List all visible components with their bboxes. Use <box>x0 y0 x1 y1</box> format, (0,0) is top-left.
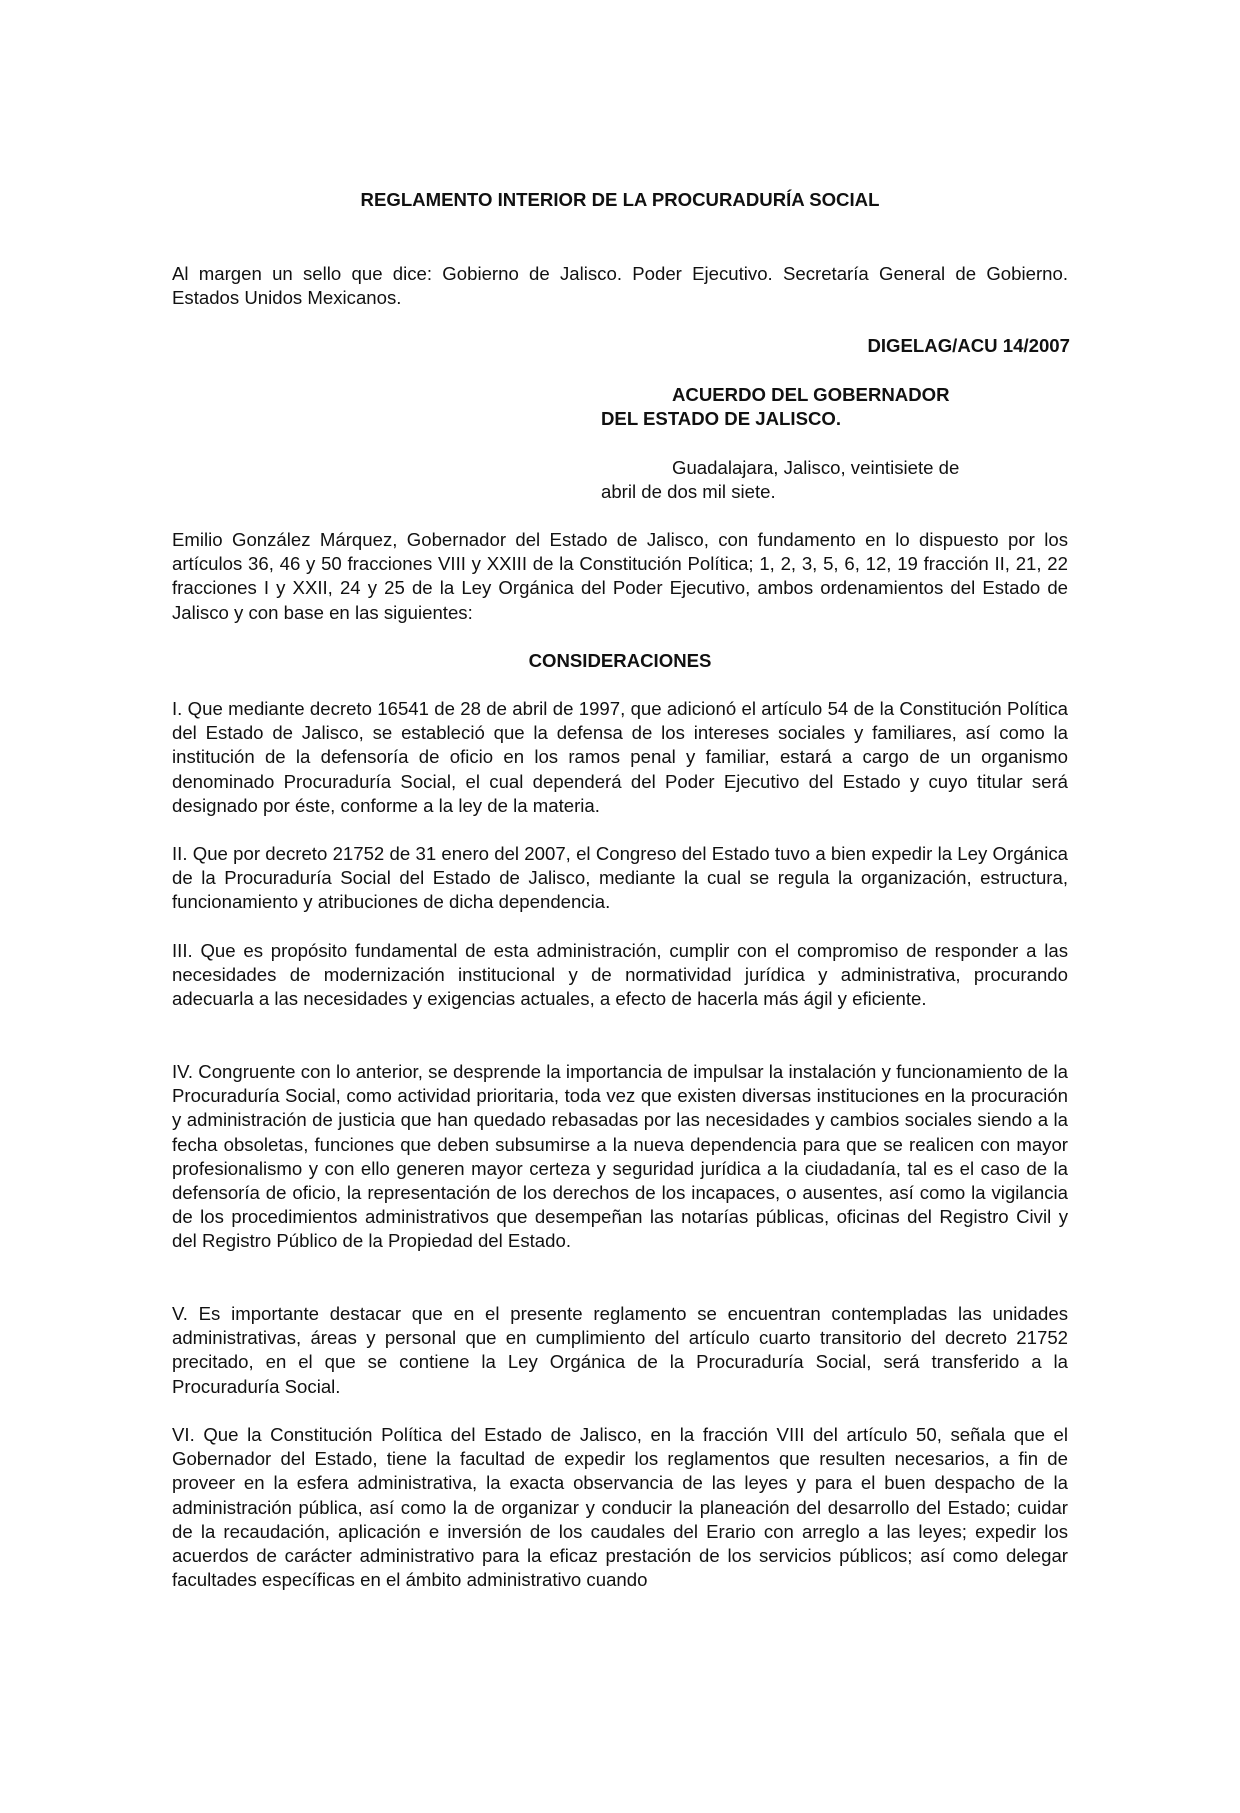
reference-number: DIGELAG/ACU 14/2007 <box>867 335 1070 356</box>
consideration-paragraph-6: VI. Que la Constitución Política del Estado de Jalisco, en la fracción VIII del artículo 50, señala que el Gobernador del Estado, tiene la facultad de expedir los reglamentos que resulten necesarios, a fin de proveer en la esfera administrativa, la exacta observancia de las leyes y para el buen despacho de la administración pública, así como la de organizar y conducir la planeación del desarrollo del Estado; cuidar de la recaudación, aplicación e inversión de los caudales del Erario con arreglo a las leyes; expedir los acuerdos de carácter administrativo para la eficaz prestación de los servicios públicos; así como delegar facultades específicas en el ámbito administrativo cuando <box>172 1424 1068 1591</box>
preamble-paragraph: Emilio González Márquez, Gobernador del Estado de Jalisco, con fundamento en lo dispuesto por los artículos 36, 46 y 50 fracciones VIII y XXIII de la Constitución Política; 1, 2, 3, 5, 6, 12, 19 fracción II, 21, 22 fracciones I y XXII, 24 y 25 de la Ley Orgánica del Poder Ejecutivo, ambos ordenamientos del Estado de Jalisco y con base en las siguientes: <box>172 529 1068 623</box>
agreement-line-2: DEL ESTADO DE JALISCO. <box>601 408 842 429</box>
consideration-paragraph-3: III. Que es propósito fundamental de esta administración, cumplir con el compromiso de responder a las necesidades de modernización institucional y de normatividad jurídica y administrativa, procurando adecuarla a las necesidades y exigencias actuales, a efecto de hacerla más ágil y eficiente. <box>172 940 1068 1010</box>
agreement-line-1: ACUERDO DEL GOBERNADOR <box>672 384 950 405</box>
consideration-paragraph-4: IV. Congruente con lo anterior, se desprende la importancia de impulsar la instalación y funcionamiento de la Procuraduría Social, como actividad prioritaria, toda vez que existen diversas instituciones en la procuración y administración de justicia que han quedado rebasadas por las necesidades y cambios sociales siendo a la fecha obsoletas, funciones que deben subsumirse a la nueva dependencia para que se realicen con mayor profesionalismo y con ello generen mayor certeza y seguridad jurídica a la ciudadanía, tal es el caso de la defensoría de oficio, la representación de los derechos de los incapaces, o ausentes, así como la vigilancia de los procedimientos administrativos que desempeñan las notarías públicas, oficinas del Registro Civil y del Registro Público de la Propiedad del Estado. <box>172 1061 1068 1252</box>
consideration-paragraph-2: II. Que por decreto 21752 de 31 enero del 2007, el Congreso del Estado tuvo a bien expedir la Ley Orgánica de la Procuraduría Social del Estado de Jalisco, mediante la cual se regula la organización, estructura, funcionamiento y atribuciones de dicha dependencia. <box>172 843 1068 913</box>
place-date-line-1: Guadalajara, Jalisco, veintisiete de <box>672 457 960 478</box>
consideration-paragraph-1: I. Que mediante decreto 16541 de 28 de abril de 1997, que adicionó el artículo 54 de la Constitución Política del Estado de Jalisco, se estableció que la defensa de los intereses sociales y familiares, así como la institución de la defensoría de oficio en los ramos penal y familiar, estará a cargo de un organismo denominado Procuraduría Social, el cual dependerá del Poder Ejecutivo del Estado y cuyo titular será designado por éste, conforme a la ley de la materia. <box>172 698 1068 816</box>
margin-note: Al margen un sello que dice: Gobierno de Jalisco. Poder Ejecutivo. Secretaría General de Gobierno. Estados Unidos Mexicanos. <box>172 263 1068 309</box>
considerations-heading: CONSIDERACIONES <box>528 650 712 671</box>
consideration-paragraph-5: V. Es importante destacar que en el presente reglamento se encuentran contempladas las unidades administrativas, áreas y personal que en cumplimiento del artículo cuarto transitorio del decreto 21752 precitado, en el que se contiene la Ley Orgánica de la Procuraduría Social, será transferido a la Procuraduría Social. <box>172 1303 1068 1397</box>
document-title: REGLAMENTO INTERIOR DE LA PROCURADURÍA SOCIAL <box>360 189 880 210</box>
place-date-line-2: abril de dos mil siete. <box>601 481 776 502</box>
